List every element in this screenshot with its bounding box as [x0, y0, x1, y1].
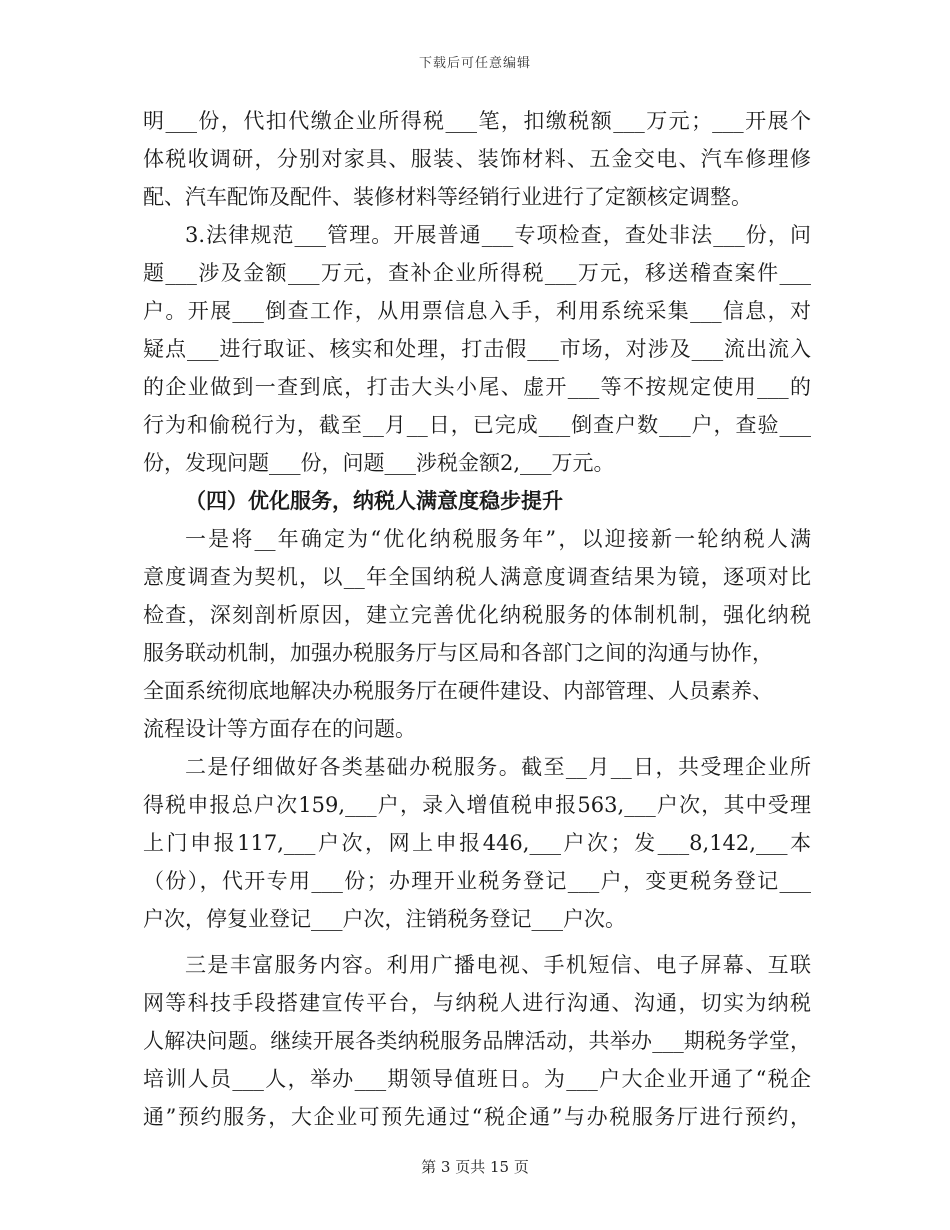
text-line: 疑点___进行取证、核实和处理，打击假___市场，对涉及___流出流入 — [143, 337, 811, 361]
text-line: 流程设计等方面存在的问题。 — [143, 717, 416, 741]
document-body — [143, 102, 811, 1136]
text-line: 户。开展___倒查工作，从用票信息入手，利用系统采集___信息，对 — [143, 299, 811, 323]
text-line: 份，发现问题___份，问题___涉税金额2,___万元。 — [143, 451, 615, 475]
text-line: 3.法律规范___管理。开展普通___专项检查，查处非法___份，问 — [185, 223, 811, 247]
text-line: 的企业做到一查到底，打击大头小尾、虚开___等不按规定使用___的 — [143, 375, 811, 399]
text-line: （份），代开专用___份；办理开业税务登记___户，变更税务登记___ — [143, 869, 811, 893]
text-line: 配、汽车配饰及配件、装修材料等经销行业进行了定额核定调整。 — [143, 185, 752, 209]
text-line: 上门申报117,___户次，网上申报446,___户次；发___8,142,___本 — [143, 831, 811, 855]
text-line: 全面系统彻底地解决办税服务厅在硬件建设、内部管理、人员素养、 — [143, 679, 773, 703]
text-line: 一是将__年确定为“优化纳税服务年”，以迎接新一轮纳税人满 — [185, 527, 811, 551]
text-line: 三是丰富服务内容。利用广播电视、手机短信、电子屏幕、互联 — [185, 953, 811, 977]
text-line: 意度调查为契机，以__年全国纳税人满意度调查结果为镜，逐项对比 — [143, 565, 811, 589]
text-line: 题___涉及金额___万元，查补企业所得税___万元，移送稽查案件___ — [143, 261, 811, 285]
text-line: 检查，深刻剖析原因，建立完善优化纳税服务的体制机制，强化纳税 — [143, 603, 811, 627]
section-heading: （四）优化服务，纳税人满意度稳步提升 — [185, 488, 563, 513]
text-line: 明___份，代扣代缴企业所得税___笔，扣缴税额___万元；___开展个 — [143, 109, 811, 133]
text-line: 得税申报总户次159,___户，录入增值税申报563,___户次，其中受理 — [143, 793, 811, 817]
text-line: 网等科技手段搭建宣传平台，与纳税人进行沟通、沟通，切实为纳税 — [143, 991, 811, 1015]
text-line: 通”预约服务，大企业可预先通过“税企通”与办税服务厅进行预约， — [143, 1105, 811, 1129]
page-footer: 第 3 页共 15 页 — [421, 1158, 529, 1176]
text-line: 体税收调研，分别对家具、服装、装饰材料、五金交电、汽车修理修 — [143, 147, 811, 171]
page-header: 下载后可任意编辑 — [418, 56, 531, 71]
text-line: 人解决问题。继续开展各类纳税服务品牌活动，共举办___期税务学堂， — [143, 1029, 811, 1053]
text-line: 户次，停复业登记___户次，注销税务登记___户次。 — [143, 907, 626, 931]
text-line: 二是仔细做好各类基础办税服务。截至__月__日，共受理企业所 — [185, 755, 811, 779]
text-line: 培训人员___人，举办___期领导值班日。为___户大企业开通了“税企 — [143, 1067, 811, 1091]
text-line: 服务联动机制，加强办税服务厅与区局和各部门之间的沟通与协作， — [143, 641, 773, 665]
text-line: 行为和偷税行为，截至__月__日，已完成___倒查户数___户，查验___ — [143, 413, 811, 437]
